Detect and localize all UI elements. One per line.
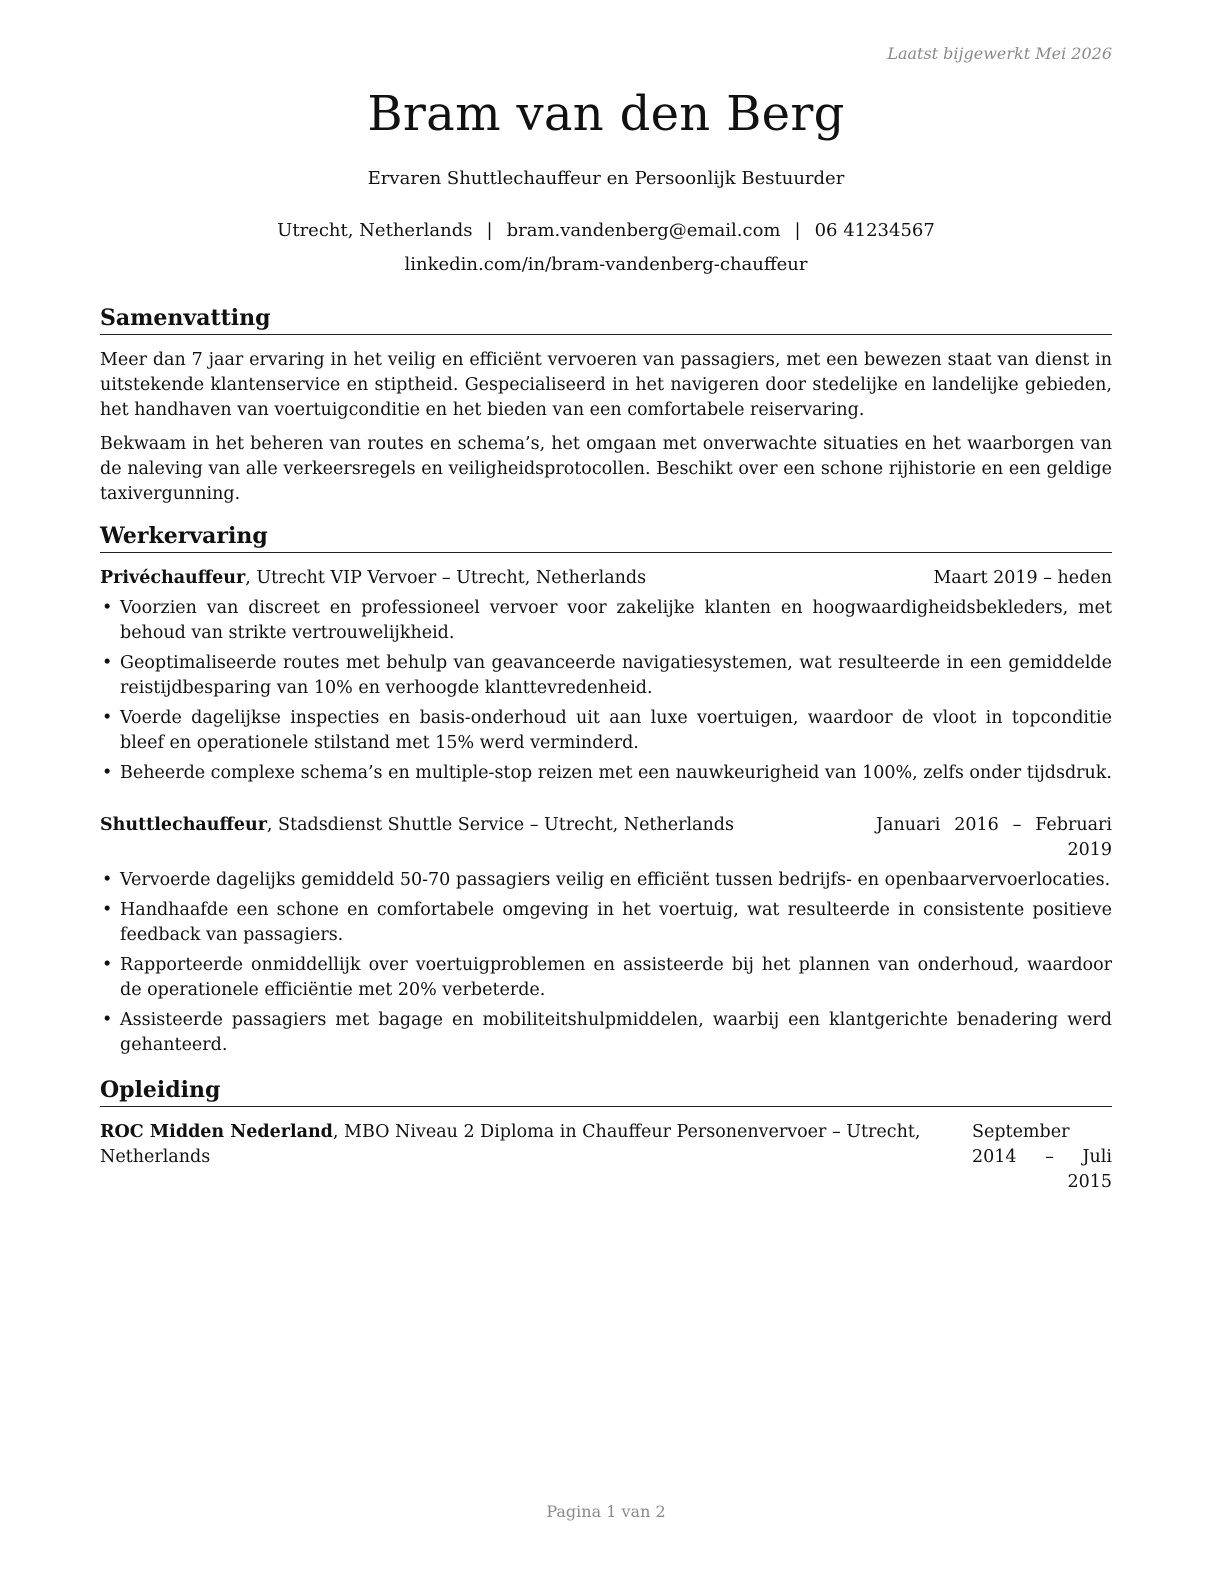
contact-email[interactable]: bram.vandenberg@email.com: [506, 220, 781, 241]
list-item: • Handhaafde een schone en comfortabele omgeving in het voertuig, wat resulteerde in consistente positieve feedback van passagiers.: [100, 898, 1112, 948]
job-header: [100, 566, 1112, 591]
contact-line: [100, 220, 1112, 241]
job-dates: Maart 2019 – heden: [933, 568, 1112, 588]
summary-paragraph: Bekwaam in het beheren van routes en schema’s, het omgaan met onverwachte situaties en het waarborgen van de naleving van alle verkeersregels en veiligheidsprotocollen. Beschikt over een schone rijhistorie en een geldige taxivergunning.: [100, 434, 1112, 504]
list-item: • Assisteerde passagiers met bagage en mobiliteitshulpmiddelen, waarbij een klantgerichte benadering werd gehanteerd.: [100, 1008, 1112, 1058]
list-item: • Voorzien van discreet en professioneel vervoer voor zakelijke klanten en hoogwaardigheidsbekleders, met behoud van strikte vertrouwelijkheid.: [100, 596, 1112, 646]
education-detail: , MBO Niveau 2 Diploma in Chauffeur Personenvervoer – Utrecht, Netherlands: [100, 1122, 921, 1167]
education-title-line: [100, 1120, 970, 1195]
job-role: Shuttlechauffeur: [100, 815, 267, 835]
list-item: • Rapporteerde onmiddellijk over voertuigproblemen en assisteerde bij het plannen van onderhoud, waardoor de operationele efficiëntie met 20% verbeterde.: [100, 953, 1112, 1003]
contact-phone: 06 41234567: [814, 220, 935, 241]
page-number: Pagina 1 van 2: [546, 1502, 666, 1521]
education-dates: September 2014 – Juli 2015: [972, 1122, 1112, 1192]
contact-location: Utrecht, Netherlands: [277, 220, 473, 241]
list-item: • Beheerde complexe schema’s en multiple-stop reizen met een nauwkeurigheid van 100%, zelfs onder tijdsdruk.: [100, 761, 1112, 786]
section-title-experience: Werkervaring: [100, 522, 1112, 553]
list-item: • Vervoerde dagelijks gemiddeld 50-70 passagiers veilig en efficiënt tussen bedrijfs- en openbaarvervoerlocaties.: [100, 868, 1112, 893]
job-company: , Utrecht VIP Vervoer – Utrecht, Netherlands: [245, 568, 647, 588]
job-dates: Januari 2016 – Februari 2019: [876, 815, 1112, 860]
job-header: [100, 813, 1112, 863]
job-title-line: [100, 813, 876, 863]
contact-separator: |: [486, 220, 493, 241]
education-header: [100, 1120, 1112, 1195]
education-school: ROC Midden Nederland: [100, 1122, 333, 1142]
job-title-line: [100, 566, 933, 591]
section-title-summary: Samenvatting: [100, 304, 1112, 335]
job-bullets: [100, 868, 1112, 1063]
candidate-subtitle: Ervaren Shuttlechauffeur en Persoonlijk Bestuurder: [367, 168, 845, 189]
resume-page: [100, 0, 1112, 1584]
list-item: • Voerde dagelijkse inspecties en basis-onderhoud uit aan luxe voertuigen, waardoor de vloot in topconditie bleef en operationele stilstand met 15% werd verminderd.: [100, 706, 1112, 756]
summary-paragraph: Meer dan 7 jaar ervaring in het veilig en efficiënt vervoeren van passagiers, met een bewezen staat van dienst in uitstekende klantenservice en stiptheid. Gespecialiseerd in het navigeren door stedelijke en landelijke gebieden, het handhaven van voertuigconditie en het bieden van een comfortabele reiservaring.: [100, 350, 1112, 420]
candidate-name: Bram van den Berg: [367, 86, 845, 142]
contact-separator: |: [794, 220, 801, 241]
list-item: • Geoptimaliseerde routes met behulp van geavanceerde navigatiesystemen, wat resulteerde in een gemiddelde reistijdbesparing van 10% en verhoogde klanttevredenheid.: [100, 651, 1112, 701]
job-role: Privéchauffeur: [100, 568, 246, 588]
section-title-education: Opleiding: [100, 1076, 1112, 1107]
contact-linkedin[interactable]: linkedin.com/in/bram-vandenberg-chauffeur: [404, 254, 808, 275]
job-company: , Stadsdienst Shuttle Service – Utrecht, Netherlands: [266, 815, 734, 835]
last-updated: Laatst bijgewerkt Mei 2026: [887, 44, 1112, 63]
job-bullets: [100, 596, 1112, 791]
